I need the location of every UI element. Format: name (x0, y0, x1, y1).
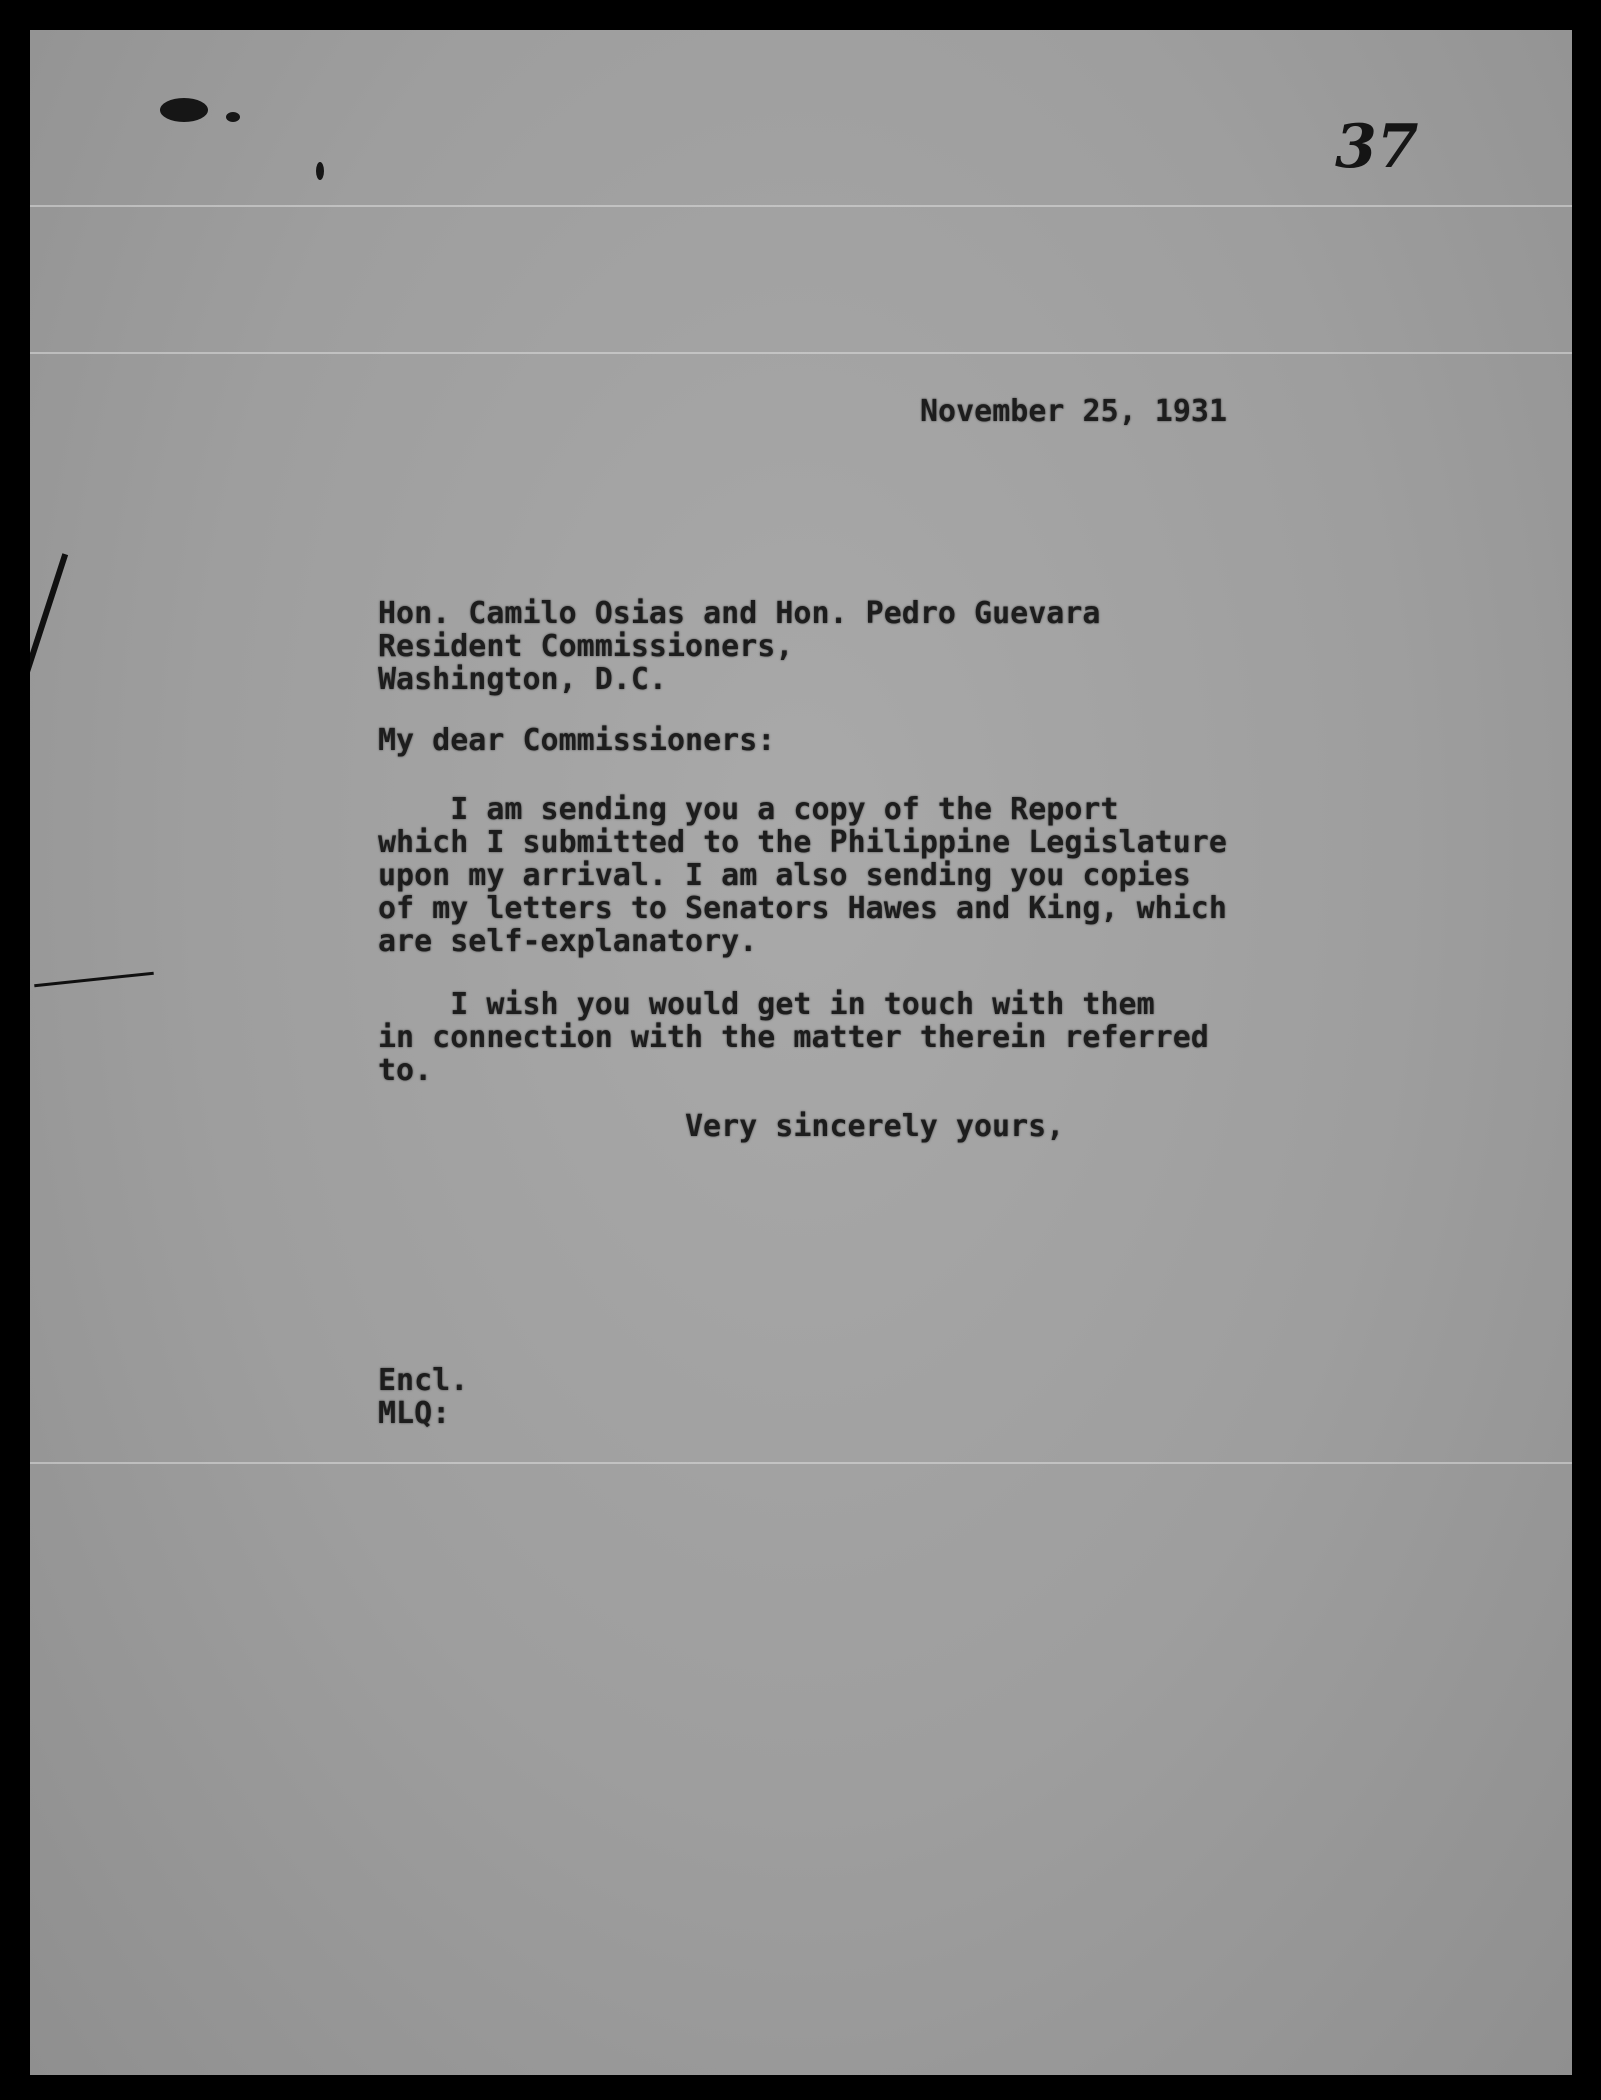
addressee-line: Resident Commissioners, (378, 629, 794, 664)
salutation: My dear Commissioners: (378, 723, 776, 758)
body-line: are self-explanatory. (378, 924, 758, 959)
ink-blot (316, 162, 324, 180)
fold-line (30, 352, 1572, 354)
body-line: I wish you would get in touch with them (378, 987, 1155, 1022)
page-number: 37 (1335, 112, 1419, 182)
paper-tear (34, 972, 154, 988)
body-line: of my letters to Senators Hawes and King, which (378, 891, 1227, 926)
body-line: upon my arrival. I am also sending you copies (378, 858, 1191, 893)
body-line: which I submitted to the Philippine Legislature (378, 825, 1227, 860)
body-paragraph-1 (378, 793, 1227, 958)
body-line: to. (378, 1053, 433, 1088)
fold-line (30, 205, 1572, 207)
fold-line (30, 1462, 1572, 1464)
addressee-line: Hon. Camilo Osias and Hon. Pedro Guevara (378, 596, 1101, 631)
ink-blot (226, 112, 240, 122)
closing: Very sincerely yours, (685, 1109, 1065, 1144)
enclosure-note: Encl. (378, 1363, 469, 1398)
addressee-block (378, 597, 1100, 696)
body-line: I am sending you a copy of the Report (378, 792, 1119, 827)
ink-blot (160, 98, 208, 122)
typist-initials: MLQ: (378, 1396, 451, 1431)
reference-block (378, 1364, 468, 1430)
addressee-line: Washington, D.C. (378, 662, 667, 697)
body-line: in connection with the matter therein referred (378, 1020, 1209, 1055)
paper-tear (30, 553, 68, 717)
letter-date: November 25, 1931 (920, 394, 1228, 429)
body-paragraph-2 (378, 988, 1209, 1087)
